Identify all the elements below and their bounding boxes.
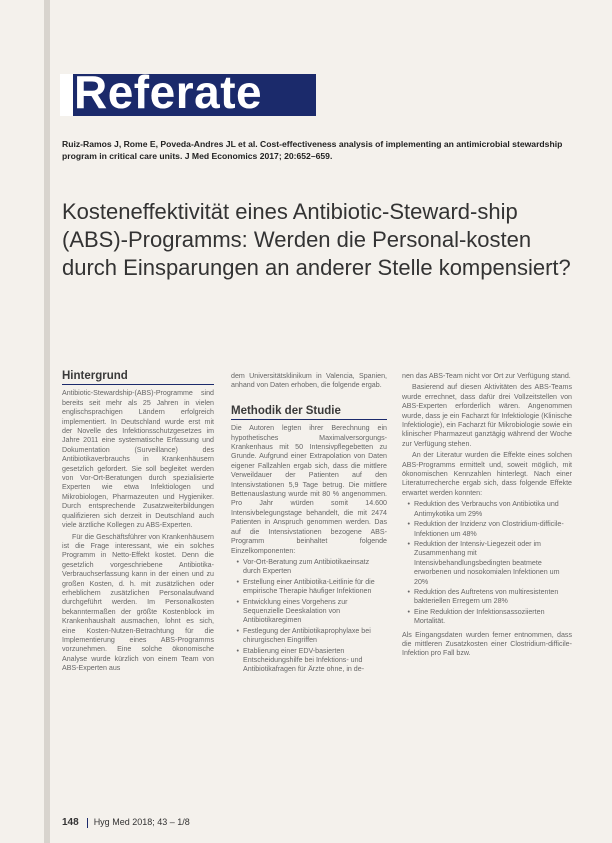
page-number: 148 <box>62 817 79 828</box>
list-item: • Reduktion der Intensiv-Liegezeit oder im Zusammenhang mit Intensivbehandlungsbedingten beatmete erworbenen und nosokomialen Infektionen um 20% <box>412 540 572 587</box>
banner-accent <box>60 74 73 116</box>
footer-divider <box>87 818 88 828</box>
citation: Ruiz-Ramos J, Rome E, Poveda-Andres JL et al. Cost-effectiveness analysis of implementing an antimicrobial stewardship program in critical care units. J Med Economics 2017; 20:652–659. <box>62 139 563 161</box>
journal-reference: Hyg Med 2018; 43 – 1/8 <box>93 817 190 827</box>
heading-hintergrund: Hintergrund <box>62 372 214 385</box>
list-item: • Reduktion des Auftretens von multiresistenten bakteriellen Erregern um 28% <box>412 588 572 607</box>
list-item: • Festlegung der Antibiotikaprophylaxe bei chirurgischen Eingriffen <box>241 627 387 646</box>
column-1 <box>62 372 214 676</box>
list-item: • Reduktion der Inzidenz von Clostridium-difficile-Infektionen um 48% <box>412 520 572 539</box>
list-item: • Eine Reduktion der Infektionsassoziierten Mortalität. <box>412 608 572 627</box>
section-title: Referate <box>74 66 263 118</box>
paragraph: nen das ABS-Team nicht vor Ort zur Verfügung stand. <box>402 372 571 380</box>
bullet-list <box>231 558 387 675</box>
heading-methodik: Methodik der Studie <box>231 407 387 420</box>
column-3 <box>402 372 572 661</box>
page-footer <box>62 817 190 828</box>
list-item: • Erstellung einer Antibiotika-Leitlinie für die empirische Therapie häufiger Infektionen <box>241 578 387 597</box>
list-item: • Etablierung einer EDV-basierten Entscheidungshilfe bei Infektions- und Antibiotikafragen für Ärzte ohne, in de- <box>241 647 387 675</box>
article-headline: Kosteneffektivität eines Antibiotic-Steward-ship (ABS)-Programms: Werden die Personal-kosten durch Einsparungen an anderer Stelle kompensiert? <box>62 199 571 280</box>
paragraph: dem Universitätsklinikum in Valencia, Spanien, anhand von Daten erhoben, die folgende ergab. <box>231 372 387 390</box>
list-item: • Vor-Ort-Beratung zum Antibiotikaeinsatz durch Experten <box>241 558 387 577</box>
paragraph: Als Eingangsdaten wurden ferner entnommen, dass die mittleren Zusatzkosten einer Clostridium-difficile-Infektion pro Fall bzw. <box>402 630 572 658</box>
list-item: • Entwicklung eines Vorgehens zur Sequenzielle Deeskalation von Antibiotikaregimen <box>241 598 387 626</box>
page-edge-shadow <box>44 0 50 843</box>
paragraph: Die Autoren legten ihrer Berechnung ein hypothetisches Maximalversorgungs-Krankenhaus mit 50 Intensivpflegebetten zu Grunde. Aufgrund einer Extrapolation von Daten eigener Fallzahlen ergab sich, dass die mittlere Verweildauer der Patienten auf den Intensivstationen 5,9 Tage betrug. Die mittlere Bettenauslastung wurde mit 80 % angenommen. Pro Jahr würden somit 14.600 Intensivbelegungstage behandelt, die mit 2474 Patienten in Anspruch genommen werden. Das auf die Intensivstationen bezogene ABS-Programm beinhaltet folgende Einzelkomponenten: <box>231 424 387 555</box>
paragraph: Für die Geschäftsführer von Krankenhäusern ist die Frage interessant, wie ein solches Programm in Netto-Effekt kostet. Denn die gesetzlich vorgeschriebene Antibiotika-Verbrauchserfassung kann in der einen und zu großen Kosten, d. h. mit zusätzlichen oder erheblichem zusätzlichen Personalaufwand durchgeführt werden. Im Personalkosten bekanntermaßen der größte Kostenblock im Krankenhaushalt ausmachen, lohnt es sich, eine Kosten-Nutzen-Betrachtung für die Implementierung eines ABS-Programms vorzunehmen. Eine solche ökonomische Analyse wurde kürzlich von einem Team von ABS-Experten aus <box>62 532 214 673</box>
list-item: • Reduktion des Verbrauchs von Antibiotika und Antimykotika um 29% <box>412 500 572 519</box>
paragraph: An der Literatur wurden die Effekte eines solchen ABS-Programms ermittelt und, soweit möglich, mit ökonomischen Kennzahlen hinterlegt. Nach einer Literaturrecherche ergab sich, dass folgende Effekte erwartet werden konnten: <box>402 451 572 497</box>
bullet-list <box>402 500 572 626</box>
paragraph: Antibiotic-Stewardship-(ABS)-Programme sind bereits seit mehr als 25 Jahren in vielen englischsprachigen Ländern erfolgreich implementiert. In Deutschland wurde erst mit der Novelle des Infektionsschutzgesetzes im Jahre 2011 eine systematische Erfassung und Dokumentation (Surveillance) des Antibiotikaverbrauchs in Krankenhäusern gesetzlich gefordert. Sie soll begleitet werden von Vor-Ort-Beratungen durch spezialisierte Experten wie etwa Infektiologen und Mikrobiologen, Pharmazeuten und Hygieniker. Durch entsprechende Zusatzweiterbildungen qualifizieren sich derzeit in Deutschland auch viele ärztliche Kollegen zu ABS-Experten. <box>62 389 214 530</box>
column-2 <box>231 372 387 679</box>
paragraph: Basierend auf diesen Aktivitäten des ABS-Teams wurde errechnet, dass dafür drei Vollzeitstellen von ABS-Experten erforderlich wären. Angenommen wurde, dass je ein Facharzt für Infektiologie (Klinische Infektiologie), ein Facharzt für Mikrobiologie sowie ein klinischer Pharmazeut ganztägig während der Woche zur Verfügung stehen. <box>402 383 572 448</box>
